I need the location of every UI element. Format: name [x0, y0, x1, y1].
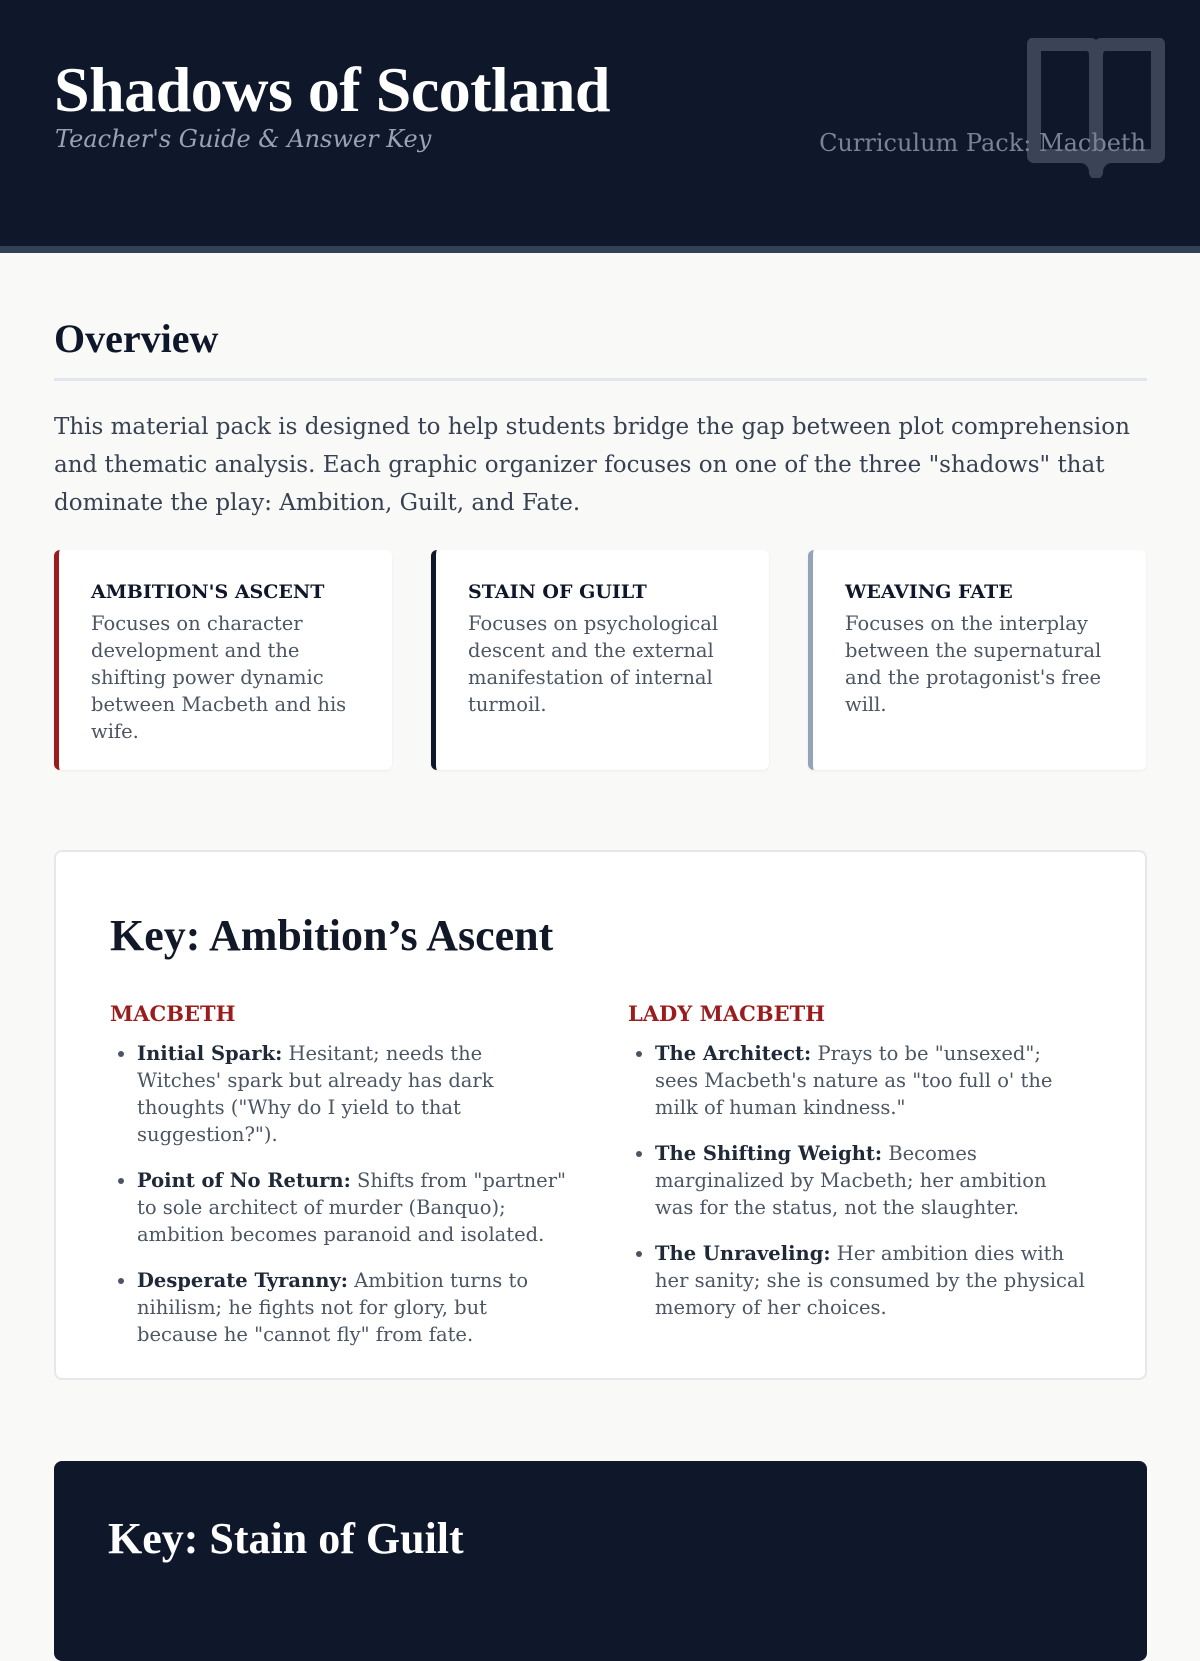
- item-label: Desperate Tyranny:: [137, 1269, 348, 1292]
- guide-subtitle: Teacher's Guide & Answer Key: [55, 125, 432, 153]
- item-text: Shifts from "partner" to sole architect of murder (Banquo); ambition becomes paranoid and isolated.: [137, 1169, 566, 1246]
- lady-macbeth-list: [628, 1040, 1088, 1321]
- item-text: Ambition turns to nihilism; he fights not for glory, but because he "cannot fly" from fate.: [137, 1269, 529, 1346]
- item-text: Becomes marginalized by Macbeth; her ambition was for the status, not the slaughter.: [655, 1142, 1047, 1219]
- overview-heading: Overview: [54, 314, 1147, 381]
- page-header: [0, 0, 1200, 253]
- guilt-key-title: Key: Stain of Guilt: [108, 1514, 464, 1563]
- guide-title: Shadows of Scotland: [54, 54, 610, 125]
- list-item: [655, 1240, 1088, 1321]
- lady-macbeth-heading: LADY MACBETH: [628, 1001, 826, 1026]
- organizer-card-body: Focuses on the interplay between the supernatural and the protagonist's free will.: [845, 612, 1102, 716]
- macbeth-column: [110, 1000, 570, 1367]
- item-label: Initial Spark:: [137, 1042, 283, 1065]
- macbeth-heading: MACBETH: [110, 1001, 236, 1026]
- lady-macbeth-column: [628, 1000, 1088, 1340]
- organizer-card-title: WEAVING FATE: [845, 581, 1013, 603]
- organizer-card-ambition: [54, 550, 392, 770]
- list-item: [137, 1040, 570, 1148]
- organizer-card-body: Focuses on psychological descent and the external manifestation of internal turmoil.: [468, 612, 719, 716]
- ambition-key-card: [54, 850, 1147, 1380]
- organizer-card-title: STAIN OF GUILT: [468, 581, 647, 603]
- list-item: [655, 1040, 1088, 1121]
- macbeth-list: [110, 1040, 570, 1348]
- curriculum-pack-label: Curriculum Pack: Macbeth: [819, 129, 1146, 157]
- overview-text: This material pack is designed to help students bridge the gap between plot comprehension and thematic analysis. Each graphic organizer focuses on one of the three "shadows" that dominate the play: Ambition, Guilt, and Fate.: [54, 414, 1130, 516]
- organizer-card-fate: [808, 550, 1146, 770]
- item-label: The Architect:: [655, 1042, 812, 1065]
- list-item: [137, 1167, 570, 1248]
- item-text: Prays to be "unsexed"; sees Macbeth's nature as "too full o' the milk of human kindness.": [655, 1042, 1053, 1119]
- organizer-card-title: AMBITION'S ASCENT: [91, 581, 325, 603]
- organizer-card-body: Focuses on character development and the shifting power dynamic between Macbeth and his wife.: [91, 612, 347, 743]
- item-label: The Unraveling:: [655, 1242, 831, 1265]
- list-item: [655, 1140, 1088, 1221]
- item-label: Point of No Return:: [137, 1169, 351, 1192]
- item-label: The Shifting Weight:: [655, 1142, 883, 1165]
- ambition-key-title: Key: Ambition’s Ascent: [110, 911, 554, 960]
- guilt-key-panel: [54, 1461, 1147, 1661]
- list-item: [137, 1267, 570, 1348]
- item-text: Hesitant; needs the Witches' spark but already has dark thoughts ("Why do I yield to that suggestion?").: [137, 1042, 494, 1146]
- organizer-card-guilt: [431, 550, 769, 770]
- item-text: Her ambition dies with her sanity; she is consumed by the physical memory of her choices.: [655, 1242, 1085, 1319]
